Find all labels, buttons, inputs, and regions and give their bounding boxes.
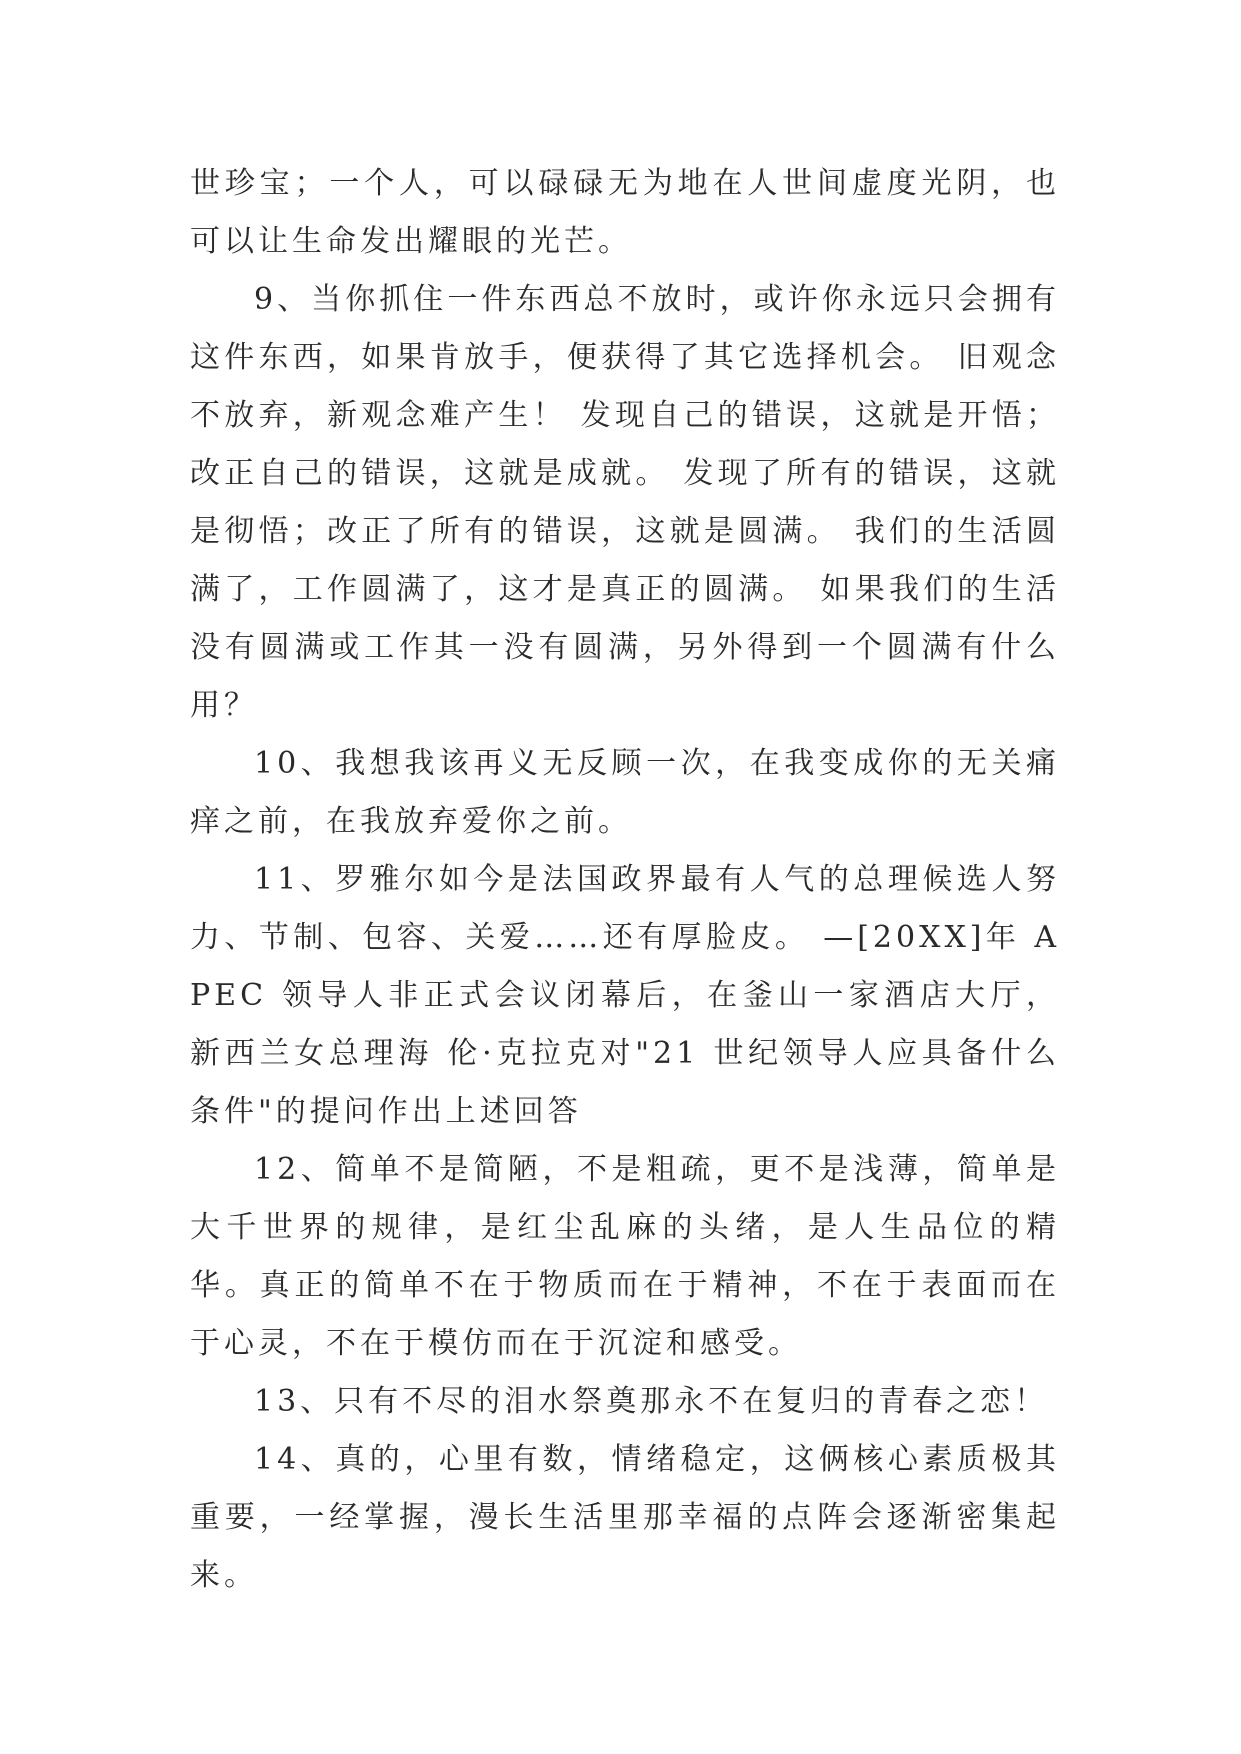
document-body [190, 155, 1060, 1605]
paragraph-14: 14、真的，心里有数，情绪稳定，这俩核心素质极其重要，一经掌握，漫长生活里那幸福的点阵会逐渐密集起来。 [190, 1442, 1060, 1593]
paragraph-13: 13、只有不尽的泪水祭奠那永不在复归的青春之恋！ [254, 1384, 1049, 1419]
paragraph-11: 11、罗雅尔如今是法国政界最有人气的总理候选人努力、节制、包容、关爱……还有厚脸皮。 —[20XX]年 APEC 领导人非正式会议闭幕后，在釜山一家酒店大厅，新西兰女总理海 伦·克拉克对"21 世纪领导人应具备什么条件"的提问作出上述回答 [190, 862, 1060, 1129]
paragraph-9: 9、当你抓住一件东西总不放时，或许你永远只会拥有这件东西，如果肯放手，便获得了其它选择机会。 旧观念不放弃，新观念难产生！ 发现自己的错误，这就是开悟；改正自己的错误，这就是成就。 发现了所有的错误，这就是彻悟；改正了所有的错误，这就是圆满。 我们的生活圆满了，工作圆满了，这才是真正的圆满。 如果我们的生活没有圆满或工作其一没有圆满，另外得到一个圆满有什么用？ [190, 282, 1060, 723]
paragraph-10: 10、我想我该再义无反顾一次，在我变成你的无关痛痒之前，在我放弃爱你之前。 [190, 746, 1060, 839]
paragraph-12: 12、简单不是简陋，不是粗疏，更不是浅薄，简单是大千世界的规律，是红尘乱麻的头绪，是人生品位的精华。真正的简单不在于物质而在于精神，不在于表面而在于心灵，不在于模仿而在于沉淀和感受。 [190, 1152, 1060, 1361]
paragraph-continuation: 世珍宝；一个人，可以碌碌无为地在人世间虚度光阴，也可以让生命发出耀眼的光芒。 [190, 166, 1060, 259]
